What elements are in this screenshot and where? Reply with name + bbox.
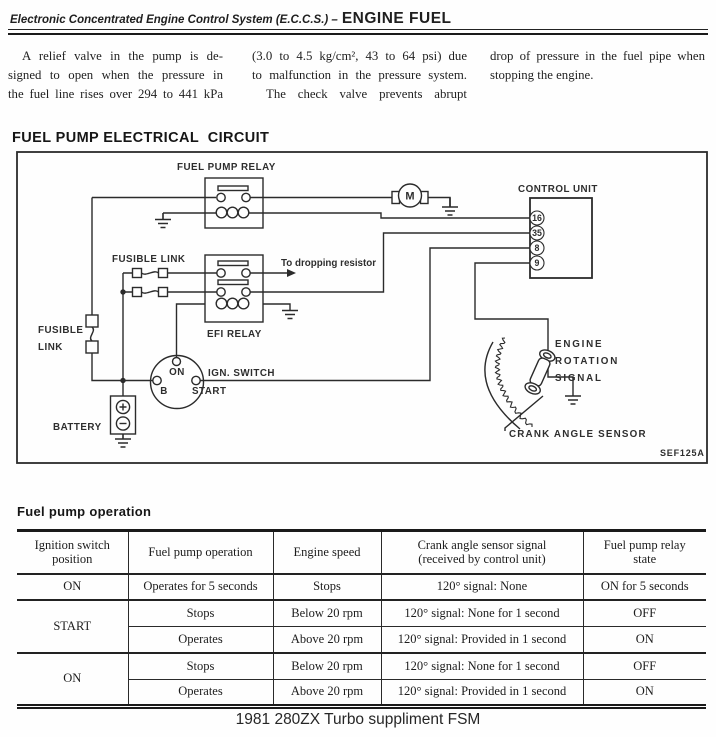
- ign-start-terminal: [192, 376, 200, 384]
- fusible-link-left-label-2: LINK: [38, 342, 63, 353]
- fusible-link-fuses: [133, 269, 168, 297]
- table-section-heading: Fuel pump operation: [17, 504, 152, 519]
- dropping-resistor-label: To dropping resistor: [281, 258, 377, 269]
- arrowhead: [287, 269, 296, 277]
- pin-9: 9: [534, 258, 540, 268]
- pin-35: 35: [532, 228, 542, 238]
- table-cell: Stops: [128, 653, 273, 680]
- table-row: [17, 653, 706, 680]
- engine-rotation-label-3: SIGNAL: [555, 373, 603, 384]
- ground-symbols: [115, 198, 581, 448]
- on-label: ON: [169, 367, 185, 378]
- table-cell: ON: [63, 671, 82, 686]
- table-cell: OFF: [583, 600, 706, 627]
- table-cell: Above 20 rpm: [273, 680, 381, 707]
- pin-16: 16: [532, 213, 542, 223]
- engine-rotation-label-1: ENGINE: [555, 339, 604, 350]
- table-cell: ON for 5 seconds: [583, 574, 706, 601]
- table-cell: START: [17, 600, 128, 653]
- battery-label: BATTERY: [53, 422, 102, 433]
- fuel-pump-operation-table: [17, 529, 706, 709]
- table-row: [17, 600, 706, 627]
- fusible-link-left-label-1: FUSIBLE: [38, 325, 84, 336]
- intro-line: drop of pressure in the fuel pipe when: [490, 49, 705, 63]
- table-cell: ON: [583, 680, 706, 707]
- table-cell: 120° signal: Provided in 1 second: [381, 627, 583, 654]
- fusible-link-left-fuse: [86, 315, 98, 353]
- fusible-link-label: FUSIBLE LINK: [112, 254, 186, 265]
- pin-8: 8: [534, 243, 540, 253]
- table-cell: Operates: [128, 627, 273, 654]
- col-ignition-switch: Ignition switch position: [17, 531, 128, 574]
- table-cell: 120° signal: None: [381, 574, 583, 601]
- col-crank-angle-signal: Crank angle sensor signal (received by control unit): [381, 531, 583, 574]
- table-cell: ON: [583, 627, 706, 654]
- col-relay-state: Fuel pump relay state: [583, 531, 706, 574]
- col-fuel-pump-operation: Fuel pump operation: [128, 531, 273, 574]
- intro-line: The check valve prevents abrupt: [266, 87, 467, 102]
- ign-b-terminal: [153, 376, 161, 384]
- figure-code: SEF125A: [660, 448, 705, 458]
- fuel-pump-relay-label: FUEL PUMP RELAY: [177, 162, 276, 173]
- col-engine-speed: Engine speed: [273, 531, 381, 574]
- crank-angle-sensor-graphic: [485, 338, 557, 431]
- header-system-title: Electronic Concentrated Engine Control System (E.C.C.S.) –: [10, 14, 338, 26]
- junction-dot: [120, 378, 125, 383]
- intro-line: the fuel line rises over 294 to 441 kPa: [8, 87, 223, 102]
- table-row: [17, 574, 706, 601]
- control-unit-label: CONTROL UNIT: [518, 184, 598, 195]
- page-caption: 1981 280ZX Turbo suppliment FSM: [235, 711, 481, 728]
- table-cell: OFF: [583, 653, 706, 680]
- table-cell: ON: [17, 574, 128, 601]
- intro-line: stopping the engine.: [490, 68, 594, 83]
- intro-line: A relief valve in the pump is de-: [22, 49, 223, 63]
- table-cell: Operates: [128, 680, 273, 707]
- fuel-pump-motor: [392, 184, 428, 207]
- start-label: START: [192, 386, 227, 397]
- crank-angle-sensor-label: CRANK ANGLE SENSOR: [509, 429, 647, 440]
- intro-line: to malfunction in the pressure system.: [252, 68, 467, 83]
- table-cell: Stops: [128, 600, 273, 627]
- table-cell: Below 20 rpm: [273, 600, 381, 627]
- table-cell: 120° signal: None for 1 second: [381, 600, 583, 627]
- table-cell: Operates for 5 seconds: [128, 574, 273, 601]
- motor-label: M: [405, 190, 415, 203]
- table-cell: 120° signal: Provided in 1 second: [381, 680, 583, 707]
- table-cell: 120° signal: None for 1 second: [381, 653, 583, 680]
- junction-dot: [120, 289, 125, 294]
- table-cell: Stops: [273, 574, 381, 601]
- engine-rotation-label-2: ROTATION: [555, 356, 620, 367]
- table-cell: Below 20 rpm: [273, 653, 381, 680]
- efi-relay-label: EFI RELAY: [207, 329, 262, 340]
- intro-line: (3.0 to 4.5 kg/cm², 43 to 64 psi) due: [252, 49, 467, 63]
- ign-switch-label: IGN. SWITCH: [208, 368, 275, 379]
- sensor-pointer-line: [505, 396, 543, 431]
- b-label: B: [160, 386, 168, 397]
- header-section-title: ENGINE FUEL: [341, 10, 452, 27]
- intro-line: signed to open when the pressure in: [8, 68, 223, 83]
- circuit-section-heading: FUEL PUMP ELECTRICAL CIRCUIT: [12, 130, 270, 146]
- gear-arc-toothed: [495, 338, 532, 427]
- table-header-row: [17, 531, 706, 574]
- table-cell: Above 20 rpm: [273, 627, 381, 654]
- ign-on-terminal: [173, 358, 181, 366]
